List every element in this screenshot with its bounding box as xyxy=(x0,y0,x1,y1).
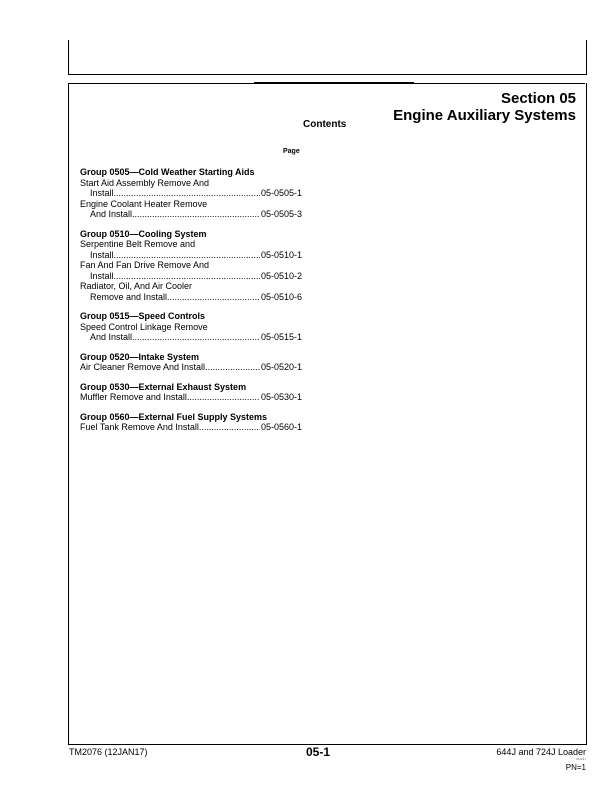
toc-leader-dots xyxy=(132,209,260,220)
toc-group xyxy=(80,352,302,373)
toc-entry-title: Fan And Fan Drive Remove And xyxy=(80,260,210,270)
toc-group-title: Group 0505—Cold Weather Starting Aids xyxy=(80,167,255,177)
toc-group xyxy=(80,311,302,343)
toc-group xyxy=(80,382,302,403)
toc-entry-text: And Install xyxy=(90,209,133,219)
toc-entry-text: Install xyxy=(90,270,114,281)
toc-entry-page: 05-0515-1 xyxy=(260,332,302,342)
toc-leader-dots xyxy=(187,392,260,403)
toc-entry-title: Start Aid Assembly Remove And xyxy=(80,177,210,188)
page-number: 05-1 xyxy=(306,745,331,759)
table-of-contents xyxy=(80,167,302,442)
toc-entry-line xyxy=(80,332,302,343)
toc-entry-page: 05-0510-2 xyxy=(260,270,302,281)
product-name: 644J and 724J Loader xyxy=(496,747,586,757)
toc-entry-page: 05-0530-1 xyxy=(260,392,302,402)
toc-entry-page: 05-0505-1 xyxy=(260,188,302,198)
toc-entry-line xyxy=(80,392,302,403)
toc-leader-dots xyxy=(205,362,260,373)
toc-entry-text: Install xyxy=(90,188,114,198)
toc-entry-line xyxy=(80,292,302,303)
section-title: Section 05 xyxy=(500,90,576,107)
section-subtitle: Engine Auxiliary Systems xyxy=(393,107,576,124)
toc-entry-page: 05-0510-6 xyxy=(260,291,302,302)
toc-group xyxy=(80,412,302,433)
toc-entry-page: 05-0520-1 xyxy=(260,362,302,372)
toc-group xyxy=(80,229,302,303)
toc-leader-dots xyxy=(132,332,260,343)
toc-entry-line xyxy=(80,188,302,199)
toc-entry-text: Muffler Remove and Install xyxy=(80,392,187,402)
toc-entry-line xyxy=(80,422,302,433)
toc-leader-dots xyxy=(114,271,260,282)
toc-entry-text: Fuel Tank Remove And Install xyxy=(80,422,199,432)
section-header xyxy=(393,90,576,124)
toc-group xyxy=(80,167,302,220)
manual-id: TM2076 (12JAN17) xyxy=(69,747,148,757)
footer-code: 011217 xyxy=(576,757,586,761)
toc-entry-page: 05-0560-1 xyxy=(260,422,302,432)
toc-entry-title: Radiator, Oil, And Air Cooler xyxy=(80,281,193,291)
toc-entry-line xyxy=(80,362,302,373)
toc-entry-line xyxy=(80,271,302,282)
toc-entry-line xyxy=(80,209,302,220)
top-page-frame xyxy=(68,40,587,75)
toc-leader-dots xyxy=(114,250,260,261)
toc-entry-text: Air Cleaner Remove And Install xyxy=(80,362,206,372)
toc-entry-text: And Install xyxy=(90,332,133,342)
toc-group-title: Group 0520—Intake System xyxy=(80,351,200,362)
page-pn: PN=1 xyxy=(565,763,586,772)
toc-leader-dots xyxy=(114,188,260,199)
toc-entry-page: 05-0510-1 xyxy=(260,249,302,260)
toc-entry-title: Serpentine Belt Remove and xyxy=(80,239,196,249)
toc-leader-dots xyxy=(199,422,260,433)
toc-entry-title: Engine Coolant Heater Remove xyxy=(80,198,208,209)
toc-group-title: Group 0510—Cooling System xyxy=(80,228,207,239)
toc-entry-text: Remove and Install xyxy=(90,291,168,302)
toc-leader-dots xyxy=(167,292,260,303)
toc-group-title: Group 0560—External Fuel Supply Systems xyxy=(80,411,268,422)
toc-entry-line xyxy=(80,250,302,261)
toc-group-title: Group 0515—Speed Controls xyxy=(80,311,206,321)
toc-entry-text: Install xyxy=(90,249,114,260)
contents-heading: Contents xyxy=(303,119,347,130)
toc-entry-page: 05-0505-3 xyxy=(260,209,302,219)
toc-group-title: Group 0530—External Exhaust System xyxy=(80,381,247,392)
frame-top-rule-accent xyxy=(254,82,414,84)
page-column-label: Page xyxy=(283,148,300,155)
toc-entry-title: Speed Control Linkage Remove xyxy=(80,321,208,332)
